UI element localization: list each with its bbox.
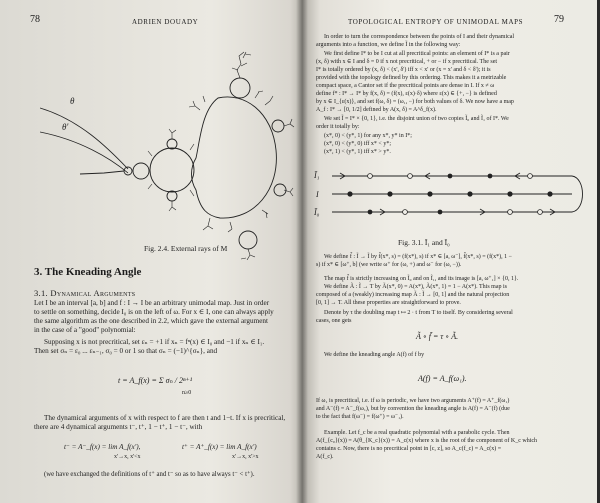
right-para1-line-7: compact space, a Cantor set if the precritical points are dense in I. If x ≠ ω bbox=[316, 83, 495, 89]
paragraph-1-line-4: in the case of a "good" polynomial: bbox=[34, 326, 136, 334]
external-ray-theta-prime bbox=[40, 132, 128, 173]
right-para3-line-6: cases, one gets bbox=[316, 318, 352, 324]
diagram-label-i1: Ĩ₁ bbox=[314, 171, 320, 180]
paragraph-2-line-2: Then set σₙ = ε₀ ... εₙ₋₁, σ₀ = 0 or 1 so that σₙ = (−1)^{σₙ}, and bbox=[34, 347, 218, 355]
paragraph-1-line-2: to settle on something, decide I₀ is on the left of ω. For x ∈ I, one can always apply bbox=[34, 308, 274, 316]
right-para2-line-1: We define f̃ : Ĩ → Ĩ by f̃(x*, s) = (f(x*), s) if x* ∈ [a, ω⁻], f̃(x*, s) = (f(x*), 1 − bbox=[324, 254, 513, 260]
right-para1-line-12: order it totally by: bbox=[316, 124, 360, 130]
paragraph-3-line-1: The dynamical arguments of x with respect to f are then t and 1−t. If x is precritical, bbox=[44, 414, 286, 422]
book-gutter bbox=[296, 0, 308, 503]
right-para6-line-3: contains c. Now, there is no precritical point in [c, z], so A_c(f_c) = A_c(x) = bbox=[316, 446, 502, 452]
right-para3-line-1: The map f̃ is strictly increasing on Ĩ₀ and on Ĩ₁, and its image is [a, ω⁺₁] × {0, 1}. bbox=[324, 276, 519, 282]
conjugacy-equation: Ã ∘ f̃ = τ ∘ Ã. bbox=[416, 332, 459, 341]
main-cardioid bbox=[192, 97, 277, 218]
equation-left-limit-sub: x'→x, x'<x bbox=[114, 454, 141, 460]
paragraph-4: (we have exchanged the definitions of t⁺ and t⁻ so as to have always t⁻ < t⁺). bbox=[44, 471, 255, 478]
kneading-angle-equation: A(f) = A_f(ω₁). bbox=[418, 374, 467, 383]
order-line-3: (x*, 1) < (y*, 1) iff x* > y*. bbox=[324, 149, 391, 155]
period-2-bulb bbox=[150, 148, 194, 192]
order-line-2: (x*, 0) < (y*, 0) iff x* < y*; bbox=[324, 141, 391, 147]
equation-right-limit-sub: x'→x, x'>x bbox=[232, 454, 259, 460]
paragraph-2-line-1: Supposing x is not precritical, set εₙ = +1 if xₙ = fⁿ(x) ∈ I₀ and −1 if xₙ ∈ I₁. bbox=[44, 338, 265, 346]
right-para1-line-10: A_f : I* → [0, 1/2] defined by A(x, δ) = A^δ_f(x). bbox=[316, 107, 437, 113]
right-para4: We define the kneading angle A(f) of f by bbox=[324, 352, 425, 358]
equation-right-limit: t⁺ = A⁺_f(x) = lim A_f(x') bbox=[182, 443, 257, 451]
right-para6-line-2: A(f_{c₀}(x)) = A(θ_{K_c}(x)) = A_c(x) where x is the root of the component of K_c which bbox=[316, 438, 538, 444]
right-para1-line-11: We set Ĩ = I* × {0, 1}, i.e. the disjoint union of two copies Ĩ₀ and Ĩ₁ of I*. We bbox=[324, 116, 509, 122]
right-para3-line-3: composed of a (weakly) increasing map Ã : Ĩ → [0, 1] and the natural projection bbox=[316, 292, 510, 298]
ray-label-theta: θ bbox=[70, 96, 75, 106]
right-para3-line-4: [0, 1] → T. All these properties are straightforward to prove. bbox=[316, 300, 461, 306]
figure-caption-right: Fig. 3.1. Ĩ₁ and Ĩ₀ bbox=[398, 238, 450, 247]
right-para6-tail: A(f_c). bbox=[316, 454, 334, 460]
section-title: 3. The Kneading Angle bbox=[34, 266, 142, 278]
paragraph-3-line-2: there are 4 dynamical arguments t⁻, t⁺, 1 − t⁺, 1 − t⁻, with bbox=[34, 423, 203, 431]
ray-label-theta-prime: θ' bbox=[62, 122, 69, 132]
diagram-label-i: I bbox=[316, 190, 319, 199]
right-para1-line-4: (x, δ) with x ∈ I and δ = 0 if x not precritical, + or − if x precritical. The set bbox=[316, 59, 498, 65]
right-para1-line-1: In order to turn the correspondence between the points of I and their dynamical bbox=[324, 34, 515, 40]
right-para2-line-2: s) if x* ∈ [ω⁺, b] (we write ω⁺ for (ω, +) and ω⁻ for (ω, −)). bbox=[316, 262, 462, 268]
right-para1-line-8: define f* : I* → I* by f(x, δ) = (f(x), ε(x)·δ) where ε(x) ∈ {+, −} is defined bbox=[316, 91, 497, 97]
right-para1-line-3: We first define I* to be I cut at all precritical points: an element of I* is a pair bbox=[324, 51, 510, 57]
page-number-left: 78 bbox=[30, 14, 40, 25]
right-page bbox=[302, 0, 600, 503]
page-number-right: 79 bbox=[554, 14, 564, 25]
equation-sum-index: n≥0 bbox=[182, 390, 192, 396]
diagram-label-i0: Ĩ₀ bbox=[314, 208, 320, 217]
mandelbrot-figure bbox=[40, 40, 302, 260]
paragraph-1-line-3: the same algorithm as the one described in 2.2, which gave the external argument bbox=[34, 317, 268, 325]
right-para1-line-9: by x ∈ I_{ε(x)}, and set f(ω, δ) = (ω₁, −) for both values of δ. We now have a map bbox=[316, 99, 514, 105]
right-para5-line-1: If ω₁ is precritical, i.e. if ω is periodic, we have two arguments A⁺(f) = A⁺_f(ω₁) bbox=[316, 398, 510, 404]
right-para5-line-3: to the fact that f(ω⁻) = f(ω⁺) = ω⁻₁). bbox=[316, 414, 404, 420]
right-para1-line-6: provided with the topology defined by this ordering. This makes it a metrizable bbox=[316, 75, 507, 81]
right-para3-line-5: Denote by τ the doubling map t ↦ 2 · t from T to itself. By considering several bbox=[324, 310, 513, 316]
right-para1-line-2: arguments into a function, we define Ĩ in the following way: bbox=[316, 42, 461, 48]
order-line-1: (x*, 0) < (y*, 1) for any x*, y* in I*; bbox=[324, 133, 412, 139]
running-head-right: TOPOLOGICAL ENTROPY OF UNIMODAL MAPS bbox=[348, 18, 524, 26]
equation-argument-sum: t = A_f(x) = Σ σₙ / 2ⁿ⁺¹ bbox=[118, 376, 193, 385]
order-diagram bbox=[310, 162, 592, 234]
figure-caption-left: Fig. 2.4. External rays of M bbox=[144, 244, 228, 253]
subsection-title: 3.1. Dynamical Arguments bbox=[34, 288, 136, 298]
equation-left-limit: t⁻ = A⁻_f(x) = lim A_f(x'), bbox=[64, 443, 141, 451]
paragraph-1-line-1: Let I be an interval [a, b] and f : I → I be an arbitrary unimodal map. Just in order bbox=[34, 299, 270, 307]
running-head-left: ADRIEN DOUADY bbox=[132, 18, 199, 26]
right-para5-line-2: and A⁻(f) = A⁻_f(ω₁), but by convention the kneading angle is A(f) = A⁻(f) (due bbox=[316, 406, 510, 412]
right-para1-line-5: I* is totally ordered by (x, δ) < (x', δ') iff x < x' or (x = x' and δ < δ'); it is bbox=[316, 67, 491, 73]
external-ray-theta bbox=[40, 108, 128, 169]
right-para6-line-1: Example. Let f_c be a real quadratic polynomial with a parabolic cycle. Then bbox=[324, 430, 510, 436]
right-para3-line-2: We define Ã : Ĩ → T by Ã(x*, 0) = A(x*), Ã(x*, 1) = 1 − A(x*). This map is bbox=[324, 284, 507, 290]
